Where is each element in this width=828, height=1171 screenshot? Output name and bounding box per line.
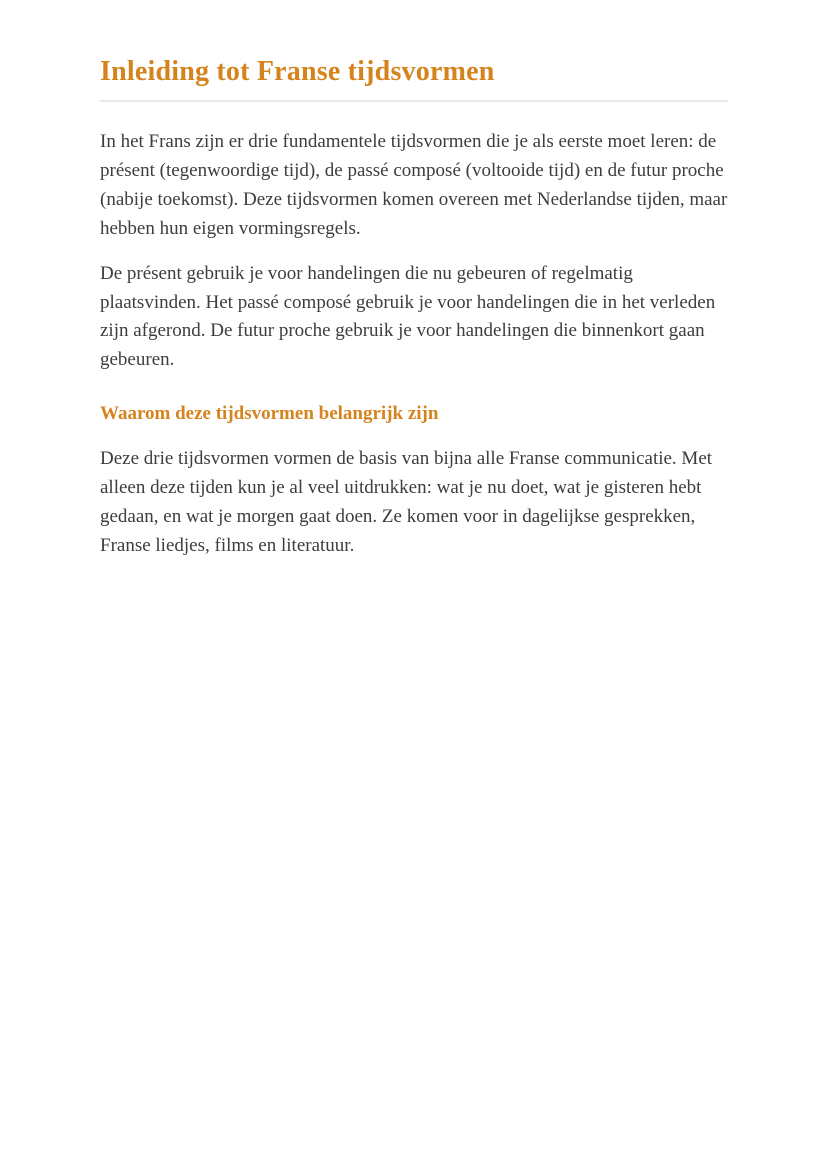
- intro-paragraph: In het Frans zijn er drie fundamentele tijdsvormen die je als eerste moet leren: de présent (tegenwoordige tijd), de passé composé (voltooide tijd) en de futur proche (nabije toekomst). Deze tijdsvormen komen overeen met Nederlandse tijden, maar hebben hun eigen vormingsregels.: [100, 131, 728, 239]
- usage-paragraph: De présent gebruik je voor handelingen die nu gebeuren of regelmatig plaatsvinden. Het passé composé gebruik je voor handelingen die in het verleden zijn afgerond. De futur proche gebruik je voor handelingen die binnenkort gaan gebeuren.: [100, 262, 716, 371]
- importance-paragraph: Deze drie tijdsvormen vormen de basis van bijna alle Franse communicatie. Met alleen deze tijden kun je al veel uitdrukken: wat je nu doet, wat je gisteren hebt gedaan, en wat je morgen gaat doen. Ze komen voor in dagelijkse gesprekken, Franse liedjes, films en literatuur.: [100, 447, 713, 556]
- section-heading: Waarom deze tijdsvormen belangrijk zijn: [100, 403, 439, 425]
- title-divider: [100, 100, 728, 102]
- page-title: Inleiding tot Franse tijdsvormen: [100, 56, 495, 87]
